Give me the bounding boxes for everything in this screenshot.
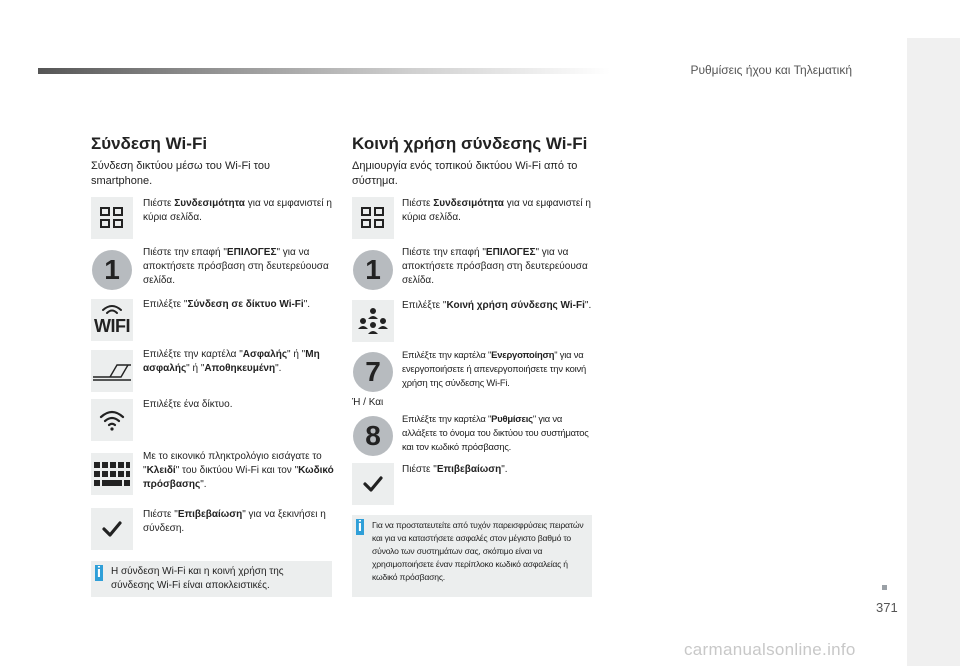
step-number-7: 7 — [352, 351, 394, 393]
checkmark-icon — [352, 463, 394, 505]
connectivity-grid-icon — [91, 197, 133, 239]
left-info-text: Η σύνδεση Wi-Fi και η κοινή χρήση της σύνδεσης Wi-Fi είναι αποκλειστικές. — [111, 566, 284, 591]
connectivity-grid-icon — [352, 197, 394, 239]
page-marker — [882, 585, 887, 590]
left-title: Σύνδεση Wi-Fi — [91, 134, 208, 153]
info-icon: i — [96, 564, 102, 581]
checkmark-icon — [91, 508, 133, 550]
watermark: carmanualsonline.info — [684, 640, 856, 659]
sharing-users-icon — [352, 300, 394, 342]
info-icon: i — [357, 518, 363, 535]
left-step-7-text: Πιέστε "Επιβεβαίωση" για να ξεκινήσει η σύνδεση. — [143, 509, 326, 534]
left-step-6-text: Με το εικονικό πληκτρολόγιο εισάγατε το "Κλειδί" του δικτύου Wi-Fi και τον "Κωδικό πρόσβασης". — [143, 451, 334, 490]
right-step-2-text: Πιέστε την επαφή "ΕΠΙΛΟΓΕΣ" για να αποκτήσετε πρόσβαση στη δευτερεύουσα σελίδα. — [402, 247, 588, 286]
left-step-4-text: Επιλέξτε την καρτέλα "Ασφαλής" ή "Μη ασφαλής" ή "Αποθηκευμένη". — [143, 349, 320, 374]
left-step-2-text: Πιέστε την επαφή "ΕΠΙΛΟΓΕΣ" για να αποκτήσετε πρόσβαση στη δευτερεύουσα σελίδα. — [143, 247, 329, 286]
wifi-label-icon: WIFI — [91, 299, 133, 341]
page-number: 371 — [876, 600, 898, 615]
right-info-text: Για να προστατευτείτε από τυχόν παρεισφρύσεις πειρατών και για να καταστήσετε ασφαλές στον μέγιστο βαθμό το σύνολο των συστημάτων σας, σκόπιμο είναι να χρησιμοποιήσετε έναν περίπλοκο κωδικό ασφαλείας ή κωδικό πρόσβασης. — [372, 520, 584, 582]
step-number-8: 8 — [352, 415, 394, 457]
or-and-label: Ή / Και — [352, 397, 384, 408]
header-title: Ρυθμίσεις ήχου και Τηλεματική — [690, 63, 852, 77]
left-intro: Σύνδεση δικτύου μέσω του Wi-Fi του smartphone. — [91, 160, 271, 187]
left-step-1-text: Πιέστε Συνδεσιμότητα για να εμφανιστεί η κύρια σελίδα. — [143, 198, 332, 223]
keyboard-icon — [91, 453, 133, 495]
wifi-signal-icon — [91, 399, 133, 441]
right-step-4-text: Επιλέξτε την καρτέλα "Ενεργοποίηση" για να ενεργοποιήσετε ή απενεργοποιήσετε την κοινή χρήση της σύνδεσης Wi-Fi. — [402, 349, 586, 388]
left-step-3-text: Επιλέξτε "Σύνδεση σε δίκτυο Wi-Fi". — [143, 299, 311, 310]
header-bar — [38, 68, 610, 74]
right-step-6-text: Πιέστε "Επιβεβαίωση". — [402, 464, 508, 475]
left-info-box — [91, 561, 332, 597]
right-title: Κοινή χρήση σύνδεσης Wi-Fi — [352, 134, 588, 153]
right-step-1-text: Πιέστε Συνδεσιμότητα για να εμφανιστεί η κύρια σελίδα. — [402, 198, 591, 223]
side-strip — [907, 38, 960, 666]
left-step-5-text: Επιλέξτε ένα δίκτυο. — [143, 399, 233, 410]
right-step-5-text: Επιλέξτε την καρτέλα "Ρυθμίσεις" για να αλλάξετε το όνομα του δικτύου του συστήματος και τον κωδικό πρόσβασης. — [402, 413, 589, 452]
right-step-3-text: Επιλέξτε "Κοινή χρήση σύνδεσης Wi-Fi". — [402, 300, 592, 311]
step-number-1: 1 — [352, 249, 394, 291]
step-number-1: 1 — [91, 249, 133, 291]
tab-shape-icon — [91, 350, 133, 392]
right-intro: Δημιουργία ενός τοπικού δικτύου Wi-Fi από το σύστημα. — [352, 160, 578, 187]
right-info-box — [352, 515, 592, 597]
